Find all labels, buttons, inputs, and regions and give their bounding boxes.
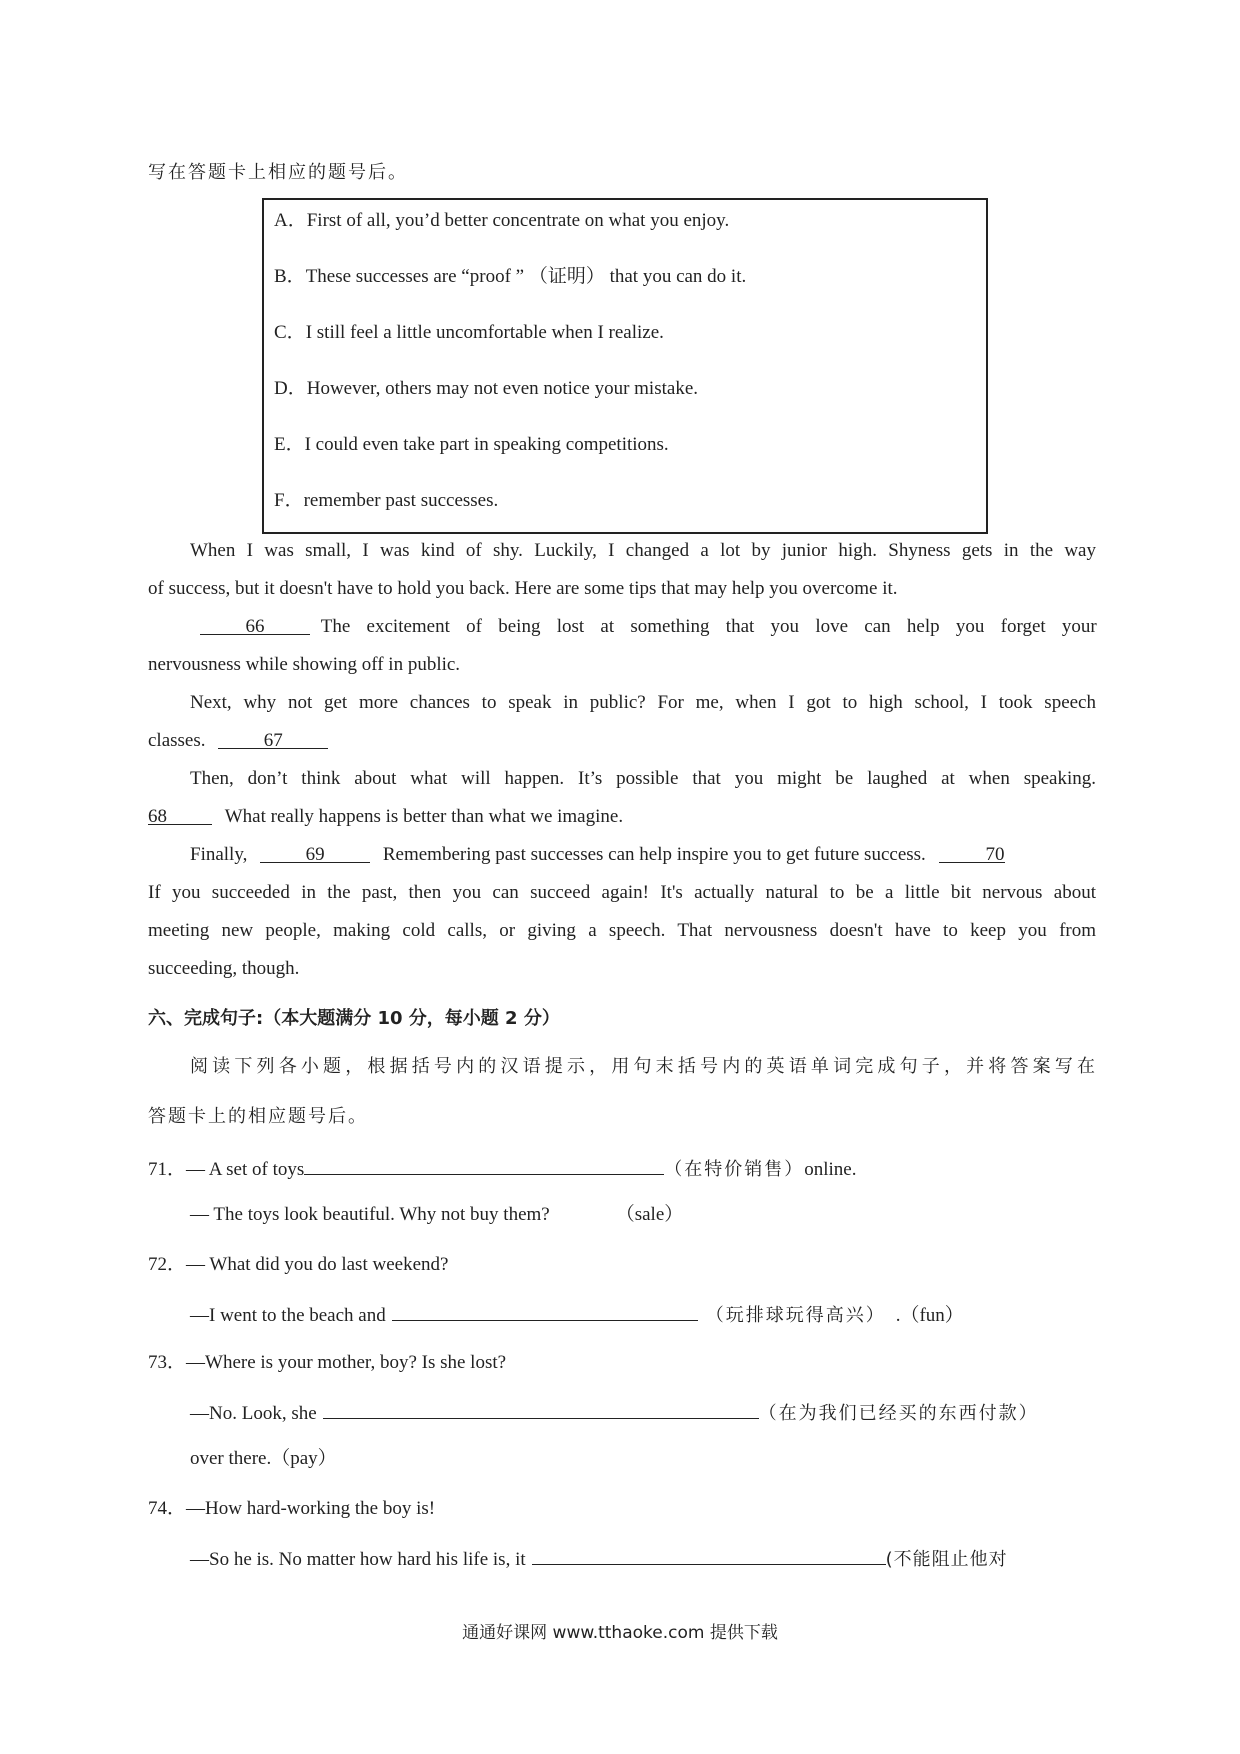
- question-73-line1: 73．—Where is your mother, boy? Is she lost?: [148, 1352, 507, 1373]
- passage-p1-line1: When I was small, I was kind of shy. Luckily, I changed a lot by junior high. Shyness gets in the way: [190, 540, 1096, 561]
- footer-text: 通通好课网 www.tthaoke.com 提供下载: [462, 1623, 778, 1643]
- blank-68[interactable]: 68: [148, 804, 212, 825]
- passage-p2-line2: nervousness while showing off in public.: [148, 654, 461, 675]
- answer-73[interactable]: [323, 1398, 759, 1419]
- blank-69[interactable]: 69: [260, 842, 370, 863]
- header-instruction: 写在答题卡上相应的题号后。: [148, 162, 408, 183]
- option-d: D．However, others may not even notice your mistake.: [274, 378, 698, 399]
- passage-p2-line1: 66 The excitement of being lost at something that you love can help you forget your: [200, 614, 1096, 640]
- passage-p1-line2: of success, but it doesn't have to hold you back. Here are some tips that may help you overcome it.: [148, 578, 898, 599]
- answer-74[interactable]: [532, 1544, 886, 1565]
- section6-instruction-line1: 阅读下列各小题，根据括号内的汉语提示，用句末括号内的英语单词完成句子，并将答案写在: [190, 1056, 1096, 1077]
- answer-71[interactable]: [304, 1154, 664, 1175]
- passage-p3-line1: Next, why not get more chances to speak in public? For me, when I got to high school, I took speech: [190, 692, 1096, 713]
- option-e: E．I could even take part in speaking competitions.: [274, 434, 669, 455]
- question-71-line2: — The toys look beautiful. Why not buy them? （sale）: [190, 1204, 684, 1225]
- option-b: B．These successes are “proof ” （证明） that you can do it.: [274, 266, 747, 287]
- section6-title: 六、完成句子:（本大题满分 10 分，每小题 2 分）: [148, 1008, 560, 1029]
- question-73-line3: over there.（pay）: [190, 1448, 337, 1469]
- passage-p5-line2: If you succeeded in the past, then you can succeed again! It's actually natural to be a little bit nervous about: [148, 882, 1096, 903]
- section6-instruction-line2: 答题卡上的相应题号后。: [148, 1106, 368, 1127]
- passage-p5-line3: meeting new people, making cold calls, or giving a speech. That nervousness doesn't have to keep you from: [148, 920, 1096, 941]
- passage-p3-line2: classes. 67: [148, 728, 328, 754]
- option-f: F．remember past successes.: [274, 490, 499, 511]
- passage-p4-line1: Then, don’t think about what will happen. It’s possible that you might be laughed at when speaking.: [190, 768, 1096, 789]
- passage-p5-line4: succeeding, though.: [148, 958, 300, 979]
- option-a: A．First of all, you’d better concentrate on what you enjoy.: [274, 210, 730, 231]
- question-72-line1: 72．— What did you do last weekend?: [148, 1254, 449, 1275]
- question-71-line1: 71．— A set of toys （在特价销售）online.: [148, 1154, 857, 1183]
- passage-p5-line1: Finally, 69 Remembering past successes can help inspire you to get future success. 70: [190, 844, 1005, 865]
- question-74-line2: —So he is. No matter how hard his life is, it (不能阻止他对: [190, 1544, 1008, 1573]
- question-73-line2: —No. Look, she （在为我们已经买的东西付款）: [190, 1398, 1039, 1427]
- question-74-line1: 74．—How hard-working the boy is!: [148, 1498, 436, 1519]
- answer-72[interactable]: [392, 1300, 698, 1321]
- blank-66[interactable]: 66: [200, 614, 310, 635]
- option-c: C．I still feel a little uncomfortable when I realize.: [274, 322, 664, 343]
- passage-p4-line2: 68 What really happens is better than what we imagine.: [148, 806, 624, 827]
- blank-70[interactable]: 70: [939, 842, 1005, 863]
- question-72-line2: —I went to the beach and （玩排球玩得高兴） .（fun）: [190, 1300, 964, 1329]
- blank-67[interactable]: 67: [218, 728, 328, 749]
- options-box: [262, 198, 988, 534]
